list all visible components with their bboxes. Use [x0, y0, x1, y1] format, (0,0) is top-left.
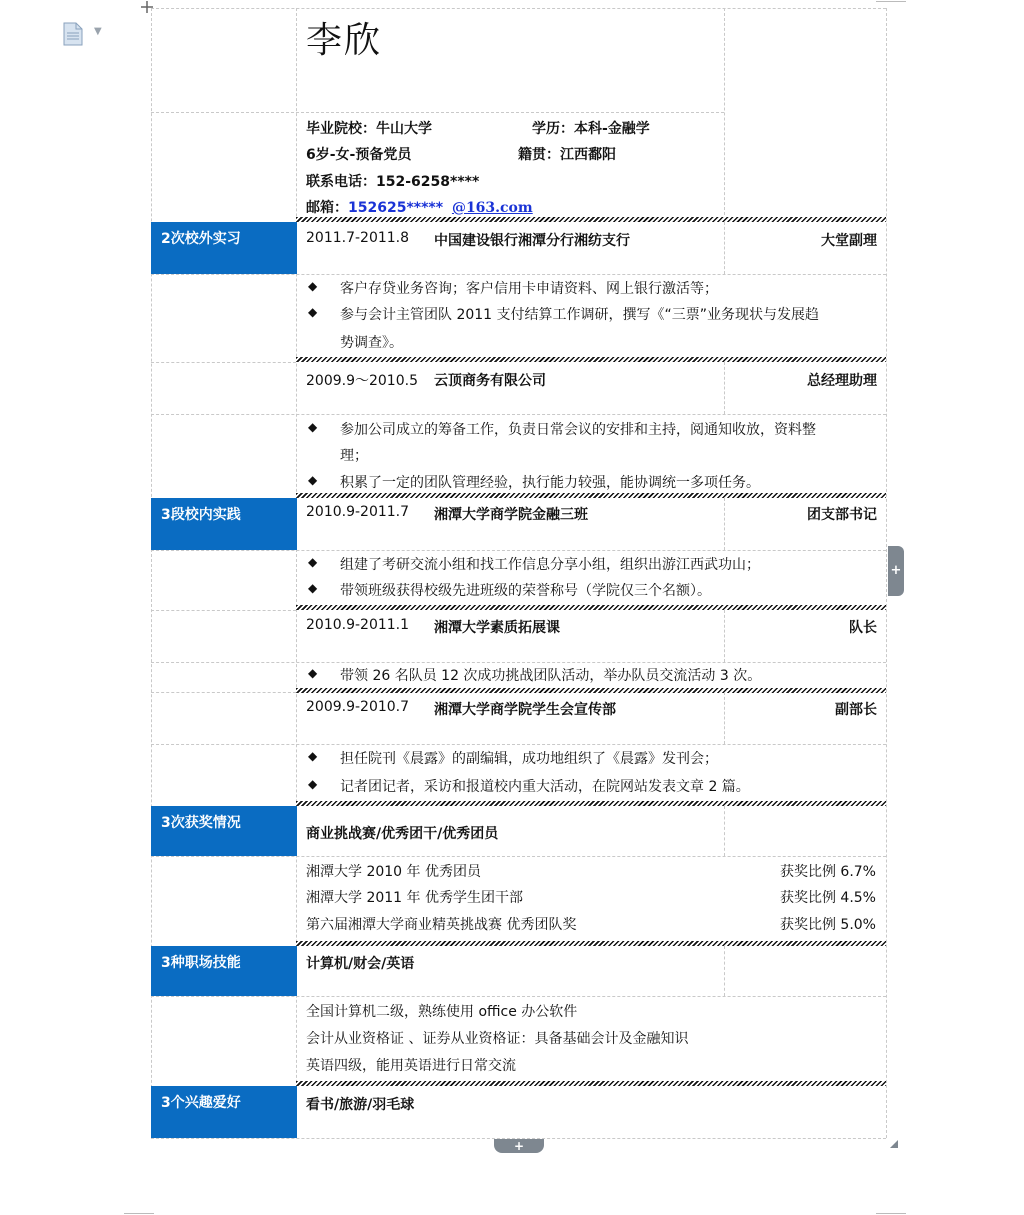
bullet-icon: ◆ [308, 473, 318, 487]
table-border [724, 610, 725, 662]
table-border [151, 610, 296, 611]
entry-bullet: 担任院刊《晨露》的副编辑，成功地组织了《晨露》发刊会； [340, 751, 718, 767]
table-border [151, 744, 886, 745]
award-ratio: 获奖比例 5.0% [779, 917, 876, 933]
table-border [724, 498, 725, 550]
table-border [151, 414, 886, 415]
bullet-icon: ◆ [308, 581, 318, 595]
bullet-icon: ◆ [308, 420, 318, 434]
entry-bullet: 组建了考研交流小组和找工作信息分享小组，组织出游江西武功山； [340, 557, 760, 573]
email-label: 邮箱： [306, 200, 348, 216]
table-border [724, 692, 725, 744]
table-border [151, 274, 886, 275]
phone-text: 联系电话：152-6258**** [306, 174, 480, 190]
resize-handle-icon[interactable] [889, 1139, 899, 1149]
entry-org: 湘潭大学商学院学生会宣传部 [434, 702, 616, 718]
basic-info-text: 6岁-女-预备党员 [306, 147, 412, 163]
entry-role: 总经理助理 [807, 373, 877, 389]
table-border [724, 222, 725, 274]
bullet-icon: ◆ [308, 555, 318, 569]
entry-org: 湘潭大学素质拓展课 [434, 620, 560, 636]
table-border [724, 8, 725, 220]
entry-date: 2009.9-2010.7 [306, 699, 410, 715]
award-ratio: 获奖比例 4.5% [779, 890, 876, 906]
bullet-icon: ◆ [308, 279, 318, 293]
award-item: 湘潭大学 2011 年 优秀学生团干部 [306, 890, 523, 906]
table-border [886, 8, 887, 1138]
table-border [724, 362, 725, 414]
entry-date: 2011.7-2011.8 [306, 230, 410, 246]
section-divider [296, 493, 886, 498]
entry-bullet: 参加公司成立的筹备工作，负责日常会议的安排和主持，阅通知收放，资料整 [340, 422, 816, 438]
award-item: 湘潭大学 2010 年 优秀团员 [306, 864, 481, 880]
entry-org: 中国建设银行湘潭分行湘纺支行 [434, 233, 630, 249]
entry-role: 队长 [849, 620, 877, 636]
entry-role: 大堂副理 [821, 233, 877, 249]
bullet-icon: ◆ [308, 305, 318, 319]
email-user: 152625***** [348, 200, 444, 216]
section-label-intern: 2次校外实习 [151, 222, 297, 274]
entry-date: 2010.9-2011.7 [306, 504, 410, 520]
table-border [151, 8, 886, 9]
section-divider [296, 688, 886, 693]
section-label-skills: 3种职场技能 [151, 946, 297, 996]
school-text: 毕业院校：牛山大学 [306, 121, 432, 137]
table-border [151, 996, 886, 997]
entry-org: 湘潭大学商学院金融三班 [434, 507, 588, 523]
section-divider [296, 217, 886, 222]
skill-item: 全国计算机二级，熟练使用 office 办公软件 [306, 1004, 578, 1020]
email-line [306, 197, 533, 217]
section-divider [296, 1081, 886, 1086]
entry-date: 2010.9-2011.1 [306, 617, 410, 633]
entry-bullet: 客户存贷业务咨询；客户信用卡申请资料、网上银行激活等； [340, 281, 718, 297]
award-item: 第六届湘潭大学商业精英挑战赛 优秀团队奖 [306, 917, 577, 933]
add-column-button[interactable]: + [888, 546, 904, 596]
bullet-icon: ◆ [308, 777, 318, 791]
add-row-button[interactable]: + [494, 1139, 544, 1153]
entry-org: 云顶商务有限公司 [434, 373, 546, 389]
table-border [151, 112, 724, 113]
table-border [151, 362, 296, 363]
page-corner-mark [124, 1213, 154, 1214]
entry-date: 2009.9～2010.5 [306, 373, 418, 389]
entry-bullet: 积累了一定的团队管理经验，执行能力较强，能协调统一多项任务。 [340, 475, 760, 491]
entry-bullet-cont: 理； [340, 448, 368, 464]
entry-bullet-cont: 势调查》。 [340, 335, 403, 351]
section-label-campus: 3段校内实践 [151, 498, 297, 550]
section-label-awards: 3次获奖情况 [151, 806, 297, 856]
table-border [151, 692, 296, 693]
section-divider [296, 801, 886, 806]
entry-bullet: 带领 26 名队员 12 次成功挑战团队活动，举办队员交流活动 3 次。 [340, 668, 762, 684]
page-corner-mark [876, 1213, 906, 1214]
entry-role: 副部长 [835, 702, 877, 718]
table-border [151, 662, 886, 663]
bullet-icon: ◆ [308, 666, 318, 680]
section-label-hobbies: 3个兴趣爱好 [151, 1086, 297, 1138]
document-icon[interactable] [62, 22, 84, 46]
entry-bullet: 带领班级获得校级先进班级的荣誉称号（学院仅三个名额）。 [340, 583, 711, 599]
table-border [151, 550, 886, 551]
section-divider [296, 605, 886, 610]
hometown-text: 籍贯：江西鄱阳 [518, 147, 616, 163]
skill-item: 英语四级，能用英语进行日常交流 [306, 1058, 516, 1074]
table-border [151, 856, 886, 857]
hobbies-title: 看书/旅游/羽毛球 [306, 1097, 415, 1113]
table-border [724, 806, 725, 856]
email-link[interactable]: @163.com [451, 200, 533, 216]
degree-text: 学历：本科-金融学 [532, 121, 650, 137]
bullet-icon: ◆ [308, 749, 318, 763]
award-ratio: 获奖比例 6.7% [779, 864, 876, 880]
section-divider [296, 941, 886, 946]
entry-bullet: 参与会计主管团队 2011 支付结算工作调研，撰写《“三票”业务现状与发展趋 [340, 307, 820, 323]
entry-bullet: 记者团记者，采访和报道校内重大活动，在院网站发表文章 2 篇。 [340, 779, 750, 795]
table-border [724, 946, 725, 996]
skill-item: 会计从业资格证 、证券从业资格证：具备基础会计及金融知识 [306, 1031, 689, 1047]
chevron-down-icon[interactable]: ▼ [94, 26, 102, 37]
skills-title: 计算机/财会/英语 [306, 956, 415, 972]
entry-role: 团支部书记 [807, 507, 877, 523]
candidate-name: 李欣 [306, 20, 383, 61]
awards-title: 商业挑战赛/优秀团干/优秀团员 [306, 826, 499, 842]
section-divider [296, 357, 886, 362]
page-corner-mark [876, 1, 906, 2]
